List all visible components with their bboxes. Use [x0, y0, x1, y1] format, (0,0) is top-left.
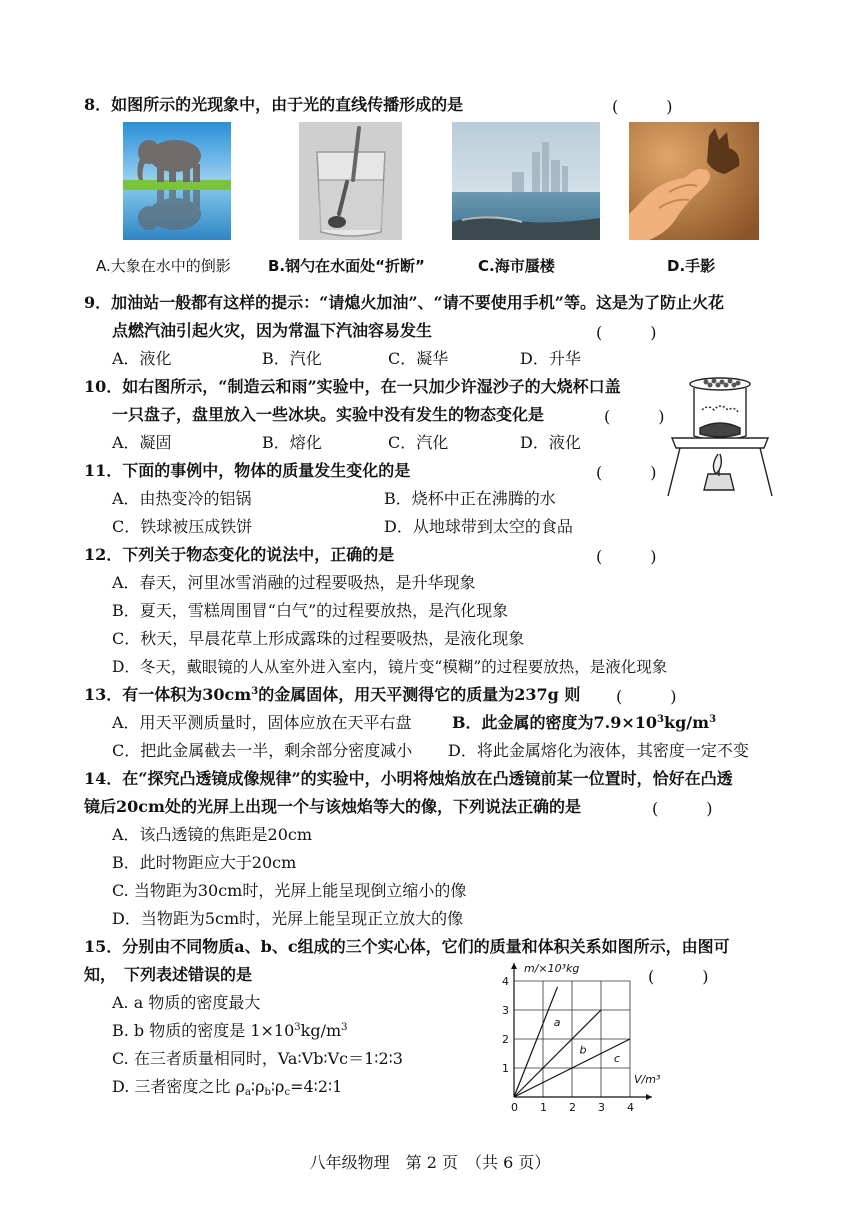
q10-option-a: A．凝固	[112, 433, 172, 452]
q15-option-a: A. a 物质的密度最大	[112, 993, 261, 1012]
q10-option-d: D．液化	[520, 433, 581, 452]
series-label-a: a	[553, 1015, 561, 1029]
q10-option-c: C．汽化	[388, 433, 449, 452]
q11-option-a: A．由热变冷的铝锅	[112, 489, 252, 508]
q10-answer-paren: ( )	[604, 407, 665, 426]
q9-option-a: A．液化	[112, 349, 172, 368]
x-tick-label: 2	[569, 1101, 576, 1114]
mass-volume-chart	[494, 960, 674, 1116]
q14-option-b: B．此时物距应大于20cm	[112, 853, 297, 872]
q11-option-d: D．从地球带到太空的食品	[384, 517, 573, 536]
hand-shadow-image	[629, 122, 759, 240]
q14-answer-paren: ( )	[652, 799, 713, 818]
q9-option-b: B．汽化	[262, 349, 322, 368]
q15-option-d: D. 三者密度之比 $\rho_a∶\rho_b∶\rho_c=4∶2∶1$	[112, 1077, 343, 1098]
q13-option-b: B．此金属的密度为$7.9\times 10^3kg/m^3$	[452, 713, 717, 732]
y-tick-label: 4	[502, 975, 509, 988]
q9-option-d: D．升华	[520, 349, 581, 368]
q8-stem: 8．如图所示的光现象中，由于光的直线传播形成的是	[84, 95, 464, 114]
q9-answer-paren: ( )	[596, 323, 657, 342]
q14-option-a: A．该凸透镜的焦距是20cm	[112, 825, 313, 844]
q13-answer-paren: ( )	[616, 687, 677, 706]
q14-option-c: C. 当物距为30cm时，光屏上能呈现倒立缩小的像	[112, 881, 467, 900]
q12-option-b: B．夏天，雪糕周围冒“白气”的过程要放热，是汽化现象	[112, 601, 509, 620]
q15-stem-line2: 知， 下列表述错误的是	[84, 965, 253, 984]
series-label-b: b	[579, 1043, 587, 1057]
y-tick-label: 1	[502, 1062, 509, 1075]
q11-option-b: B．烧杯中正在沸腾的水	[384, 489, 556, 508]
q9-stem-line2: 点燃汽油引起火灾，因为常温下汽油容易发生	[112, 321, 433, 340]
q12-stem: 12．下列关于物态变化的说法中，正确的是	[84, 545, 395, 564]
q14-option-d: D．当物距为5cm时，光屏上能呈现正立放大的像	[112, 909, 464, 928]
q10-option-b: B．熔化	[262, 433, 322, 452]
beaker-apparatus-figure	[658, 370, 780, 500]
q8-caption-d: D.手影	[667, 257, 716, 275]
q14-stem-line2: 镜后20cm处的光屏上出现一个与该烛焰等大的像，下列说法正确的是	[84, 797, 581, 816]
mirage-image	[452, 122, 600, 240]
q8-caption-b: B.钢勺在水面处“折断”	[268, 257, 425, 275]
q12-option-a: A．春天，河里冰雪消融的过程要吸热，是升华现象	[112, 573, 476, 592]
q9-stem-line1: 9．加油站一般都有这样的提示：“请熄火加油”、“请不要使用手机”等。这是为了防止火花	[84, 293, 724, 312]
q13-option-a: A．用天平测质量时，固体应放在天平右盘	[112, 713, 412, 732]
x-tick-label: 4	[627, 1101, 634, 1114]
q8-answer-paren: ( )	[612, 97, 673, 116]
q11-answer-paren: ( )	[596, 463, 657, 482]
q11-option-c: C．铁球被压成铁饼	[112, 517, 253, 536]
x-tick-label: 0	[511, 1101, 518, 1114]
page-footer: 八年级物理 第 2 页 （共 6 页）	[309, 1153, 551, 1172]
q11-stem: 11．下面的事例中，物体的质量发生变化的是	[84, 461, 411, 480]
q15-stem-line1: 15．分别由不同物质a、b、c组成的三个实心体，它们的质量和体积关系如图所示，由图可	[84, 937, 730, 956]
q8-caption-a: A.大象在水中的倒影	[96, 257, 231, 275]
q14-stem-line1: 14．在“探究凸透镜成像规律”的实验中，小明将烛焰放在凸透镜前某一位置时，恰好在凸透	[84, 769, 733, 788]
y-tick-label: 3	[502, 1004, 509, 1017]
q15-option-b: B. b 物质的密度是 $1\times 10^3kg/m^3$	[112, 1021, 348, 1040]
q12-option-c: C．秋天，早晨花草上形成露珠的过程要吸热，是液化现象	[112, 629, 525, 648]
series-line-a	[514, 987, 558, 1097]
q8-caption-c: C.海市蜃楼	[478, 257, 555, 275]
q15-option-c: C. 在三者质量相同时，Va∶Vb∶Vc＝1∶2∶3	[112, 1049, 403, 1068]
x-tick-label: 3	[598, 1101, 605, 1114]
elephant-reflection-image	[123, 122, 231, 240]
q13-stem: 13．有一体积为$30cm^3$的金属固体，用天平测得它的质量为237g 则	[84, 685, 581, 704]
q13-option-d: D．将此金属熔化为液体，其密度一定不变	[448, 741, 749, 760]
q12-answer-paren: ( )	[596, 547, 657, 566]
q13-option-c: C．把此金属截去一半，剩余部分密度减小	[112, 741, 413, 760]
q12-option-d: D．冬天，戴眼镜的人从室外进入室内，镜片变“模糊”的过程要放热，是液化现象	[112, 658, 668, 676]
q10-stem-line1: 10．如右图所示，“制造云和雨”实验中，在一只加少许湿沙子的大烧杯口盖	[84, 377, 621, 396]
x-axis-label: V/m³	[634, 1073, 661, 1086]
q9-option-c: C．凝华	[388, 349, 449, 368]
series-label-c: c	[614, 1052, 621, 1065]
y-tick-label: 2	[502, 1033, 509, 1046]
y-axis-arrow	[511, 963, 517, 969]
q15-answer-paren: ( )	[648, 967, 709, 986]
x-tick-label: 1	[540, 1101, 547, 1114]
spoon-in-water-image	[299, 122, 402, 240]
x-axis-arrow	[646, 1094, 652, 1100]
y-axis-label: m/×10³kg	[524, 962, 580, 975]
q10-stem-line2: 一只盘子，盘里放入一些冰块。实验中没有发生的物态变化是	[112, 405, 545, 424]
